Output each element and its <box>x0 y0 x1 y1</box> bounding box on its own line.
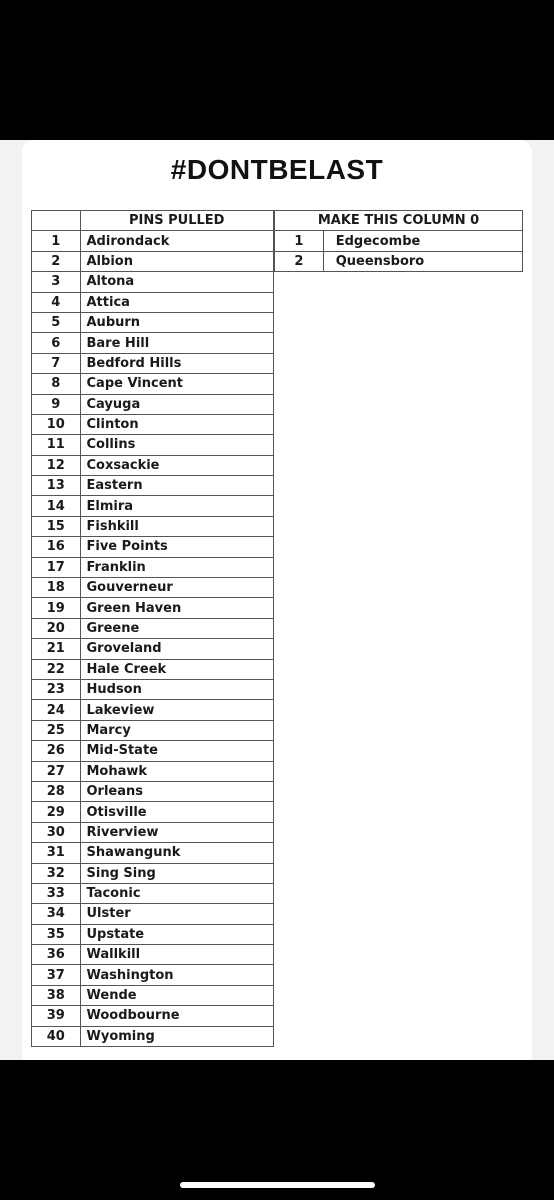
row-number: 6 <box>32 333 81 353</box>
row-number: 28 <box>32 781 81 801</box>
pins-table-row <box>32 720 274 740</box>
pins-table-row <box>32 374 274 394</box>
facility-name: Sing Sing <box>80 863 274 883</box>
facility-name: Bedford Hills <box>80 353 274 373</box>
facility-name: Marcy <box>80 720 274 740</box>
facility-name: Ulster <box>80 904 274 924</box>
row-number: 2 <box>32 251 81 271</box>
facility-name: Cape Vincent <box>80 374 274 394</box>
facility-name: Albion <box>80 251 274 271</box>
facility-name: Orleans <box>80 781 274 801</box>
row-number: 8 <box>32 374 81 394</box>
pins-table-row <box>32 679 274 699</box>
facility-name: Otisville <box>80 802 274 822</box>
row-number: 22 <box>32 659 81 679</box>
pins-table-row <box>32 333 274 353</box>
row-number: 15 <box>32 516 81 536</box>
facility-name: Mid-State <box>80 741 274 761</box>
pins-table-body <box>32 231 274 1047</box>
row-number: 17 <box>32 557 81 577</box>
row-number: 24 <box>32 700 81 720</box>
pins-table-row <box>32 1026 274 1046</box>
row-number: 21 <box>32 639 81 659</box>
facility-name: Franklin <box>80 557 274 577</box>
row-number: 23 <box>32 679 81 699</box>
pins-table-row <box>32 496 274 516</box>
pins-table-row <box>32 455 274 475</box>
bottom-bar-area <box>0 1060 554 1200</box>
pins-table-row <box>32 312 274 332</box>
row-number: 35 <box>32 924 81 944</box>
row-number: 31 <box>32 843 81 863</box>
facility-name: Lakeview <box>80 700 274 720</box>
pins-table-row <box>32 557 274 577</box>
row-number: 20 <box>32 618 81 638</box>
zero-table-body <box>275 231 523 272</box>
pins-table-row <box>32 598 274 618</box>
facility-name: Mohawk <box>80 761 274 781</box>
facility-name: Upstate <box>80 924 274 944</box>
row-number: 10 <box>32 414 81 434</box>
facility-name: Eastern <box>80 476 274 496</box>
facility-name: Altona <box>80 272 274 292</box>
row-number: 37 <box>32 965 81 985</box>
zero-header-label: MAKE THIS COLUMN 0 <box>275 211 523 231</box>
row-number: 12 <box>32 455 81 475</box>
facility-name: Bare Hill <box>80 333 274 353</box>
row-number: 13 <box>32 476 81 496</box>
facility-name: Queensboro <box>323 251 522 271</box>
row-number: 11 <box>32 435 81 455</box>
row-number: 4 <box>32 292 81 312</box>
status-bar-area <box>0 0 554 140</box>
facility-name: Riverview <box>80 822 274 842</box>
facility-name: Greene <box>80 618 274 638</box>
make-zero-table <box>274 210 523 272</box>
pins-table-row <box>32 965 274 985</box>
pins-table-row <box>32 639 274 659</box>
pins-table-row <box>32 578 274 598</box>
pins-table-row <box>32 659 274 679</box>
pins-table-row <box>32 863 274 883</box>
facility-name: Gouverneur <box>80 578 274 598</box>
facility-name: Green Haven <box>80 598 274 618</box>
pins-header-label: PINS PULLED <box>80 211 274 231</box>
facility-name: Fishkill <box>80 516 274 536</box>
facility-name: Auburn <box>80 312 274 332</box>
row-number: 29 <box>32 802 81 822</box>
pins-table-row <box>32 924 274 944</box>
row-number: 32 <box>32 863 81 883</box>
facility-name: Clinton <box>80 414 274 434</box>
pins-table-row <box>32 292 274 312</box>
pins-table-row <box>32 802 274 822</box>
facility-name: Wende <box>80 985 274 1005</box>
pins-table-row <box>32 231 274 251</box>
row-number: 38 <box>32 985 81 1005</box>
row-number: 36 <box>32 945 81 965</box>
row-number: 3 <box>32 272 81 292</box>
pins-table-row <box>32 883 274 903</box>
row-number: 16 <box>32 537 81 557</box>
row-number: 30 <box>32 822 81 842</box>
facility-name: Wyoming <box>80 1026 274 1046</box>
zero-table-row <box>275 231 523 251</box>
pins-table-row <box>32 1006 274 1026</box>
facility-name: Woodbourne <box>80 1006 274 1026</box>
facility-name: Coxsackie <box>80 455 274 475</box>
pins-table-row <box>32 272 274 292</box>
photo-viewer[interactable] <box>0 140 554 1060</box>
pins-table-row <box>32 741 274 761</box>
pins-table-row <box>32 761 274 781</box>
row-number: 26 <box>32 741 81 761</box>
facility-name: Washington <box>80 965 274 985</box>
row-number: 39 <box>32 1006 81 1026</box>
row-number: 33 <box>32 883 81 903</box>
facility-name: Wallkill <box>80 945 274 965</box>
pins-table-row <box>32 394 274 414</box>
zero-table-row <box>275 251 523 271</box>
row-number: 9 <box>32 394 81 414</box>
pins-table-row <box>32 251 274 271</box>
facility-name: Edgecombe <box>323 231 522 251</box>
facility-name: Attica <box>80 292 274 312</box>
pins-table-row <box>32 353 274 373</box>
pins-table-row <box>32 985 274 1005</box>
pins-table-row <box>32 945 274 965</box>
pins-table-row <box>32 822 274 842</box>
pins-table-row <box>32 414 274 434</box>
facility-name: Five Points <box>80 537 274 557</box>
pins-table-row <box>32 843 274 863</box>
facility-name: Adirondack <box>80 231 274 251</box>
facility-name: Hudson <box>80 679 274 699</box>
pins-table-row <box>32 516 274 536</box>
document-title: #DONTBELAST <box>170 154 384 185</box>
facility-name: Hale Creek <box>80 659 274 679</box>
pins-table-row <box>32 537 274 557</box>
row-number: 25 <box>32 720 81 740</box>
facility-name: Taconic <box>80 883 274 903</box>
facility-name: Groveland <box>80 639 274 659</box>
row-number: 40 <box>32 1026 81 1046</box>
pins-pulled-table <box>31 210 274 1047</box>
facility-name: Elmira <box>80 496 274 516</box>
pins-table-row <box>32 435 274 455</box>
pins-table-row <box>32 618 274 638</box>
zero-header-row <box>275 211 523 231</box>
facility-name: Collins <box>80 435 274 455</box>
pins-table-row <box>32 781 274 801</box>
facility-name: Shawangunk <box>80 843 274 863</box>
pins-table-row <box>32 476 274 496</box>
row-number: 1 <box>275 231 324 251</box>
row-number: 7 <box>32 353 81 373</box>
row-number: 14 <box>32 496 81 516</box>
row-number: 1 <box>32 231 81 251</box>
pins-table-row <box>32 904 274 924</box>
row-number: 5 <box>32 312 81 332</box>
row-number: 2 <box>275 251 324 271</box>
row-number: 19 <box>32 598 81 618</box>
row-number: 27 <box>32 761 81 781</box>
pins-header-num <box>32 211 81 231</box>
row-number: 18 <box>32 578 81 598</box>
pins-header-row <box>32 211 274 231</box>
pins-table-row <box>32 700 274 720</box>
home-indicator[interactable] <box>180 1182 375 1188</box>
facility-name: Cayuga <box>80 394 274 414</box>
row-number: 34 <box>32 904 81 924</box>
